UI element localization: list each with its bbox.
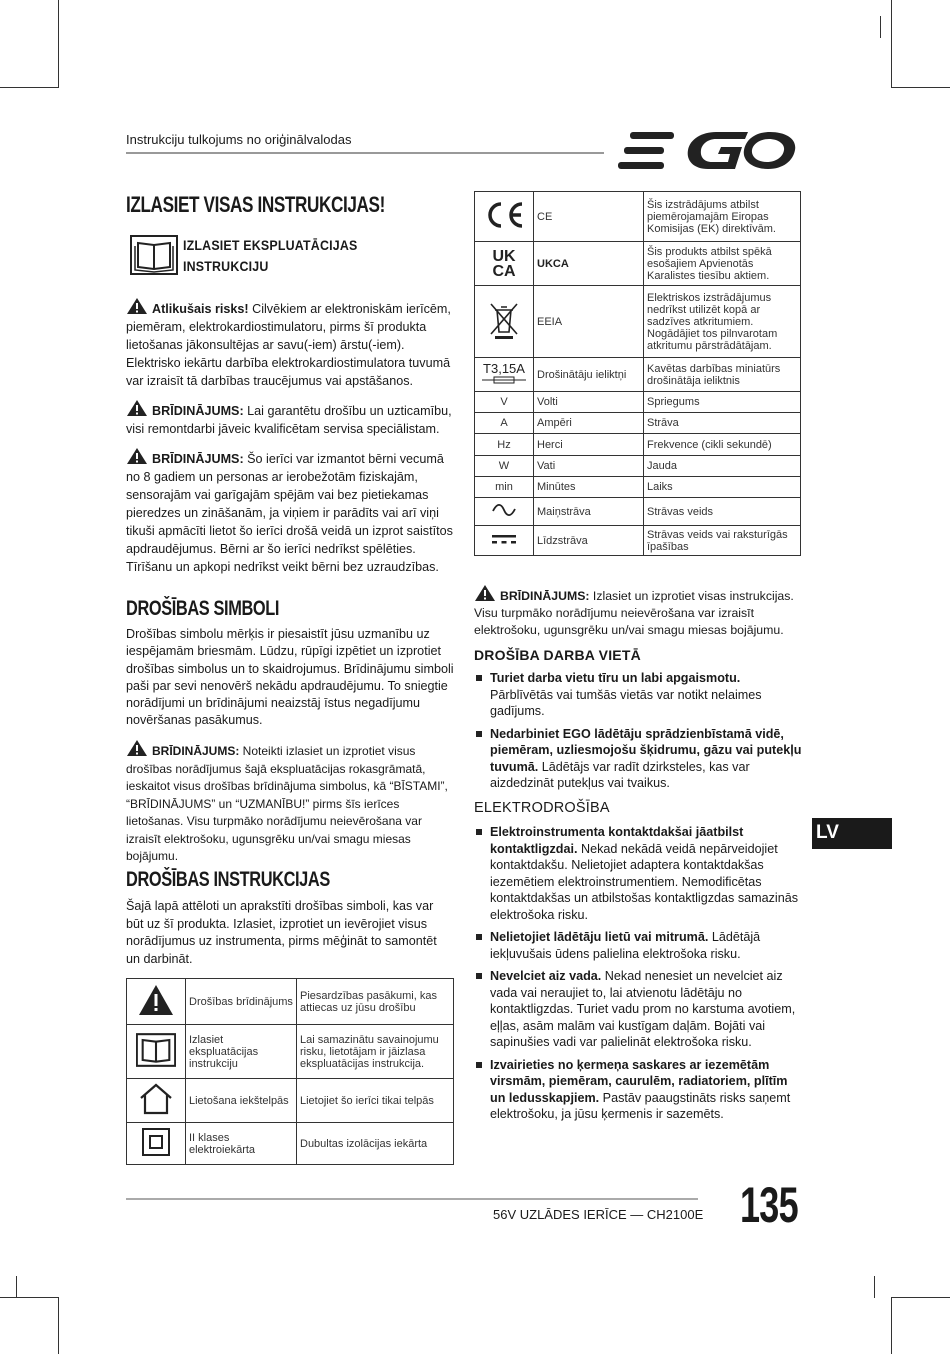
unit-symbol: Hz [475,434,534,456]
page-header-title: Instrukciju tulkojums no oriģinālvalodas [126,132,352,147]
page-number: 135 [740,1177,798,1233]
unit-symbol: min [475,477,534,498]
symbol-description: Strāvas veids vai raksturīgās īpašības [644,526,801,556]
table-row [475,526,801,556]
symbol-name: Izlasiet ekspluatācijas instrukciju [186,1025,297,1079]
list-item: Nedarbiniet EGO lādētāju sprādzienbīstamā vidē, piemēram, uzliesmojošu šķidrumu, gāzu vai putekļu tuvumā. Lādētājs var radīt dzirksteles, kas var aizdedzināt putekļus vai tvaikus. [474,726,804,792]
ukca-icon: UK CA [475,242,534,286]
symbol-name: Lietošana iekštelpās [186,1079,297,1123]
table-row [475,242,801,286]
warning-children-paragraph: BRĪDINĀJUMS: Šo ierīci var izmantot bērni vecumā no 8 gadiem un personas ar ierobežotām fiziskajām, sensorajām vai garīgajām spējām vai bez pietiekamas pieredzes un zināšanām, ja viņiem ir parādīts vai arī viņi tikuši apmācīti lietot šo ierīci drošā veidā un izprot saistītos apdraudējumus. Bērni ar šo ierīci nedrīkst spēlēties. Tīrīšanu un apkopi nedrīkst veikt bērni bez uzraudzības. [126,447,456,576]
symbol-description: Jauda [644,456,801,477]
list-item: Izvairieties no ķermeņa saskares ar iezemētām virsmām, piemēram, caurulēm, radiatoriem, plītīm un ledusskapjiem. Pastāv paaugstināts risks saņemt elektrošoku, ja jūsu ķermenis ir sazemēts. [474,1057,804,1123]
table-row [475,477,801,498]
warning-icon [126,399,148,417]
footer-model: 56V UZLĀDES IERĪCE — CH2100E [493,1207,704,1222]
residual-risk-paragraph: Atlikušais risks! Cilvēkiem ar elektroniskām ierīcēm, piemēram, elektrokardiostimulatoru, pirms šī produkta lietošanas jākonsultējas ar savu(-iem) ārstu(-iem). Elektrisko iekārtu darbība elektrokardiostimulatora tuvumā var izraisīt tā darbības traucējumus vai apstāšanos. [126,297,456,390]
symbol-name: UKCA [534,242,644,286]
list-item: Nevelciet aiz vada. Nekad nenesiet un nevelciet aiz vada vai neraujiet to, lai atvienotu lādētāju no kontaktligzdas. Turiet vadu prom no karstuma avotiem, eļļas, asām malām vai kustīgam daļām. Bojāti vai sapinušies vadi var palielināt elektrošoka risku. [474,968,804,1051]
table-row [475,192,801,242]
table-row [475,358,801,392]
footer-rule [126,1198,698,1200]
ego-logo [618,130,800,172]
symbol-description: Elektriskos izstrādājumus nedrīkst utilizēt kopā ar sadzīves atkritumiem. Nogādājiet tos pilnvarotam atkritumu pārstrādātājam. [644,286,801,358]
ac-icon [491,503,517,517]
warning-icon [126,447,148,465]
warning-instructions-paragraph: BRĪDINĀJUMS: Izlasiet un izprotiet visas instrukcijas. Visu turpmāko norādījumu neievērošana var izraisīt elektrošoku, ugunsgrēku un/vai smagu miesas bojājumu. [474,584,804,639]
symbol-name: Drošības brīdinājums [186,979,297,1025]
table-row [475,392,801,413]
warning-repair-paragraph: BRĪDINĀJUMS: Lai garantētu drošību un uzticamību, visi remontdarbi jāveic kvalificētam servisa speciālistam. [126,399,456,438]
table-row [127,1079,454,1123]
safety-symbols-heading: DROŠĪBAS SIMBOLI [126,597,280,620]
warning-icon [126,739,148,757]
unit-symbol: V [475,392,534,413]
symbol-description: Kavētas darbības miniatūrs drošinātāja ieliktnis [644,358,801,392]
unit-symbol: W [475,456,534,477]
symbol-description: Piesardzības pasākumi, kas attiecas uz jūsu drošību [297,979,454,1025]
house-icon [138,1083,174,1115]
table-row [475,434,801,456]
symbol-description: Frekvence (cikli sekundē) [644,434,801,456]
symbol-name: Herci [534,434,644,456]
electrical-safety-list [474,824,804,1129]
list-item: Elektroinstrumenta kontaktdakšai jāatbilst kontaktligzdai. Nekad nekādā veidā nepārveidojiet kontaktdakšu. Nelietojiet adaptera kontaktdakšas iezemētiem elektroinstrumentiem. Nemodificētas kontaktdakšas un atbilstošas kontaktligzdas samazinās elektrošoka risku. [474,824,804,923]
symbol-name: CE [534,192,644,242]
symbol-name: Ampēri [534,413,644,434]
safety-symbols-text: Drošības simbolu mērķis ir piesaistīt jūsu uzmanību uz iespējamām briesmām. Lūdzu, rūpīgi izpētiet un izprotiet drošības simbolus un to skaidrojumus. Brīdinājumu simboli paši par sevi nenovērš nekādu apdraudējumu. To sniegtie norādījumi un brīdinājumi neaizstāj īstus negadījumu novēršanas pasākumus. [126,627,454,728]
language-tab: LV [812,818,892,849]
warning-read-paragraph: BRĪDINĀJUMS: Noteikti izlasiet un izprotiet visus drošības norādījumus šajā ekspluatācijas rokasgrāmatā, ieskaitot visus drošības brīdinājuma simbolus, kā “BĪSTAMI”, “BRĪDINĀJUMS” un “UZMANĪBU!” pirms šīs ierīces lietošanas. Visu turpmāko norādījumu neievērošana var izraisīt elektrošoku, ugunsgrēku un/vai smagu miesas bojājumu. [126,739,456,866]
safety-instructions-heading: DROŠĪBAS INSTRUKCIJAS [126,868,330,891]
table-row [127,1123,454,1165]
warning-icon [138,984,174,1016]
symbol-description: Lai samazinātu savainojumu risku, lietotājam ir jāizlasa ekspluatācijas instrukcija. [297,1025,454,1079]
symbol-name: Volti [534,392,644,413]
class-ii-icon [141,1127,171,1157]
ce-icon [482,200,526,230]
work-area-list [474,670,804,798]
header-rule [126,152,604,154]
safety-instructions-text: Šajā lapā attēloti un aprakstīti drošības simboli, kas var būt uz šī produkta. Izlasiet, izprotiet un ievērojiet visus norādījumus uz instrumenta, pirms mēģināt to samontēt un darbināt. [126,899,437,966]
symbol-description: Strāvas veids [644,498,801,526]
manual-icon [136,1033,176,1067]
table-row [475,498,801,526]
list-item: Turiet darba vietu tīru un labi apgaismotu. Pārblīvētās vai tumšās vietās var notikt nelaimes gadījums. [474,670,804,720]
list-item: Nelietojiet lādētāju lietū vai mitrumā. Lādētājā iekļuvušais ūdens palielina elektrošoka risku. [474,929,804,962]
table-row [475,413,801,434]
warning-icon [126,297,148,315]
main-heading: IZLASIET VISAS INSTRUKCIJAS! [126,192,385,217]
table-row [127,979,454,1025]
symbol-description: Dubultas izolācijas iekārta [297,1123,454,1165]
symbol-name: Drošinātāju ieliktņi [534,358,644,392]
symbol-name: Līdzstrāva [534,526,644,556]
right-symbol-table [474,191,801,556]
dc-icon [491,533,517,545]
symbol-name: EEIA [534,286,644,358]
symbol-description: Šis produkts atbilst spēkā esošajiem Apvienotās Karalistes tiesību aktiem. [644,242,801,286]
warning-icon [474,584,496,602]
unit-symbol: A [475,413,534,434]
table-row [127,1025,454,1079]
fuse-icon: T3,15A [475,358,534,392]
work-area-heading: DROŠĪBA DARBA VIETĀ [474,647,641,663]
left-symbol-table [126,978,454,1165]
symbol-description: Laiks [644,477,801,498]
symbol-description: Spriegums [644,392,801,413]
symbol-name: II klases elektroiekārta [186,1123,297,1165]
table-row [475,456,801,477]
electrical-safety-heading: ELEKTRODROŠĪBA [474,800,610,816]
manual-box-title: IZLASIET EKSPLUATĀCIJAS INSTRUKCIJU [183,238,358,274]
symbol-name: Maiņstrāva [534,498,644,526]
symbol-description: Strāva [644,413,801,434]
weee-bin-icon [487,300,521,340]
table-row [475,286,801,358]
symbol-name: Minūtes [534,477,644,498]
open-book-icon [130,235,178,275]
symbol-name: Vati [534,456,644,477]
symbol-description: Šis izstrādājums atbilst piemērojamajām Eiropas Komisijas (EK) direktīvām. [644,192,801,242]
symbol-description: Lietojiet šo ierīci tikai telpās [297,1079,454,1123]
